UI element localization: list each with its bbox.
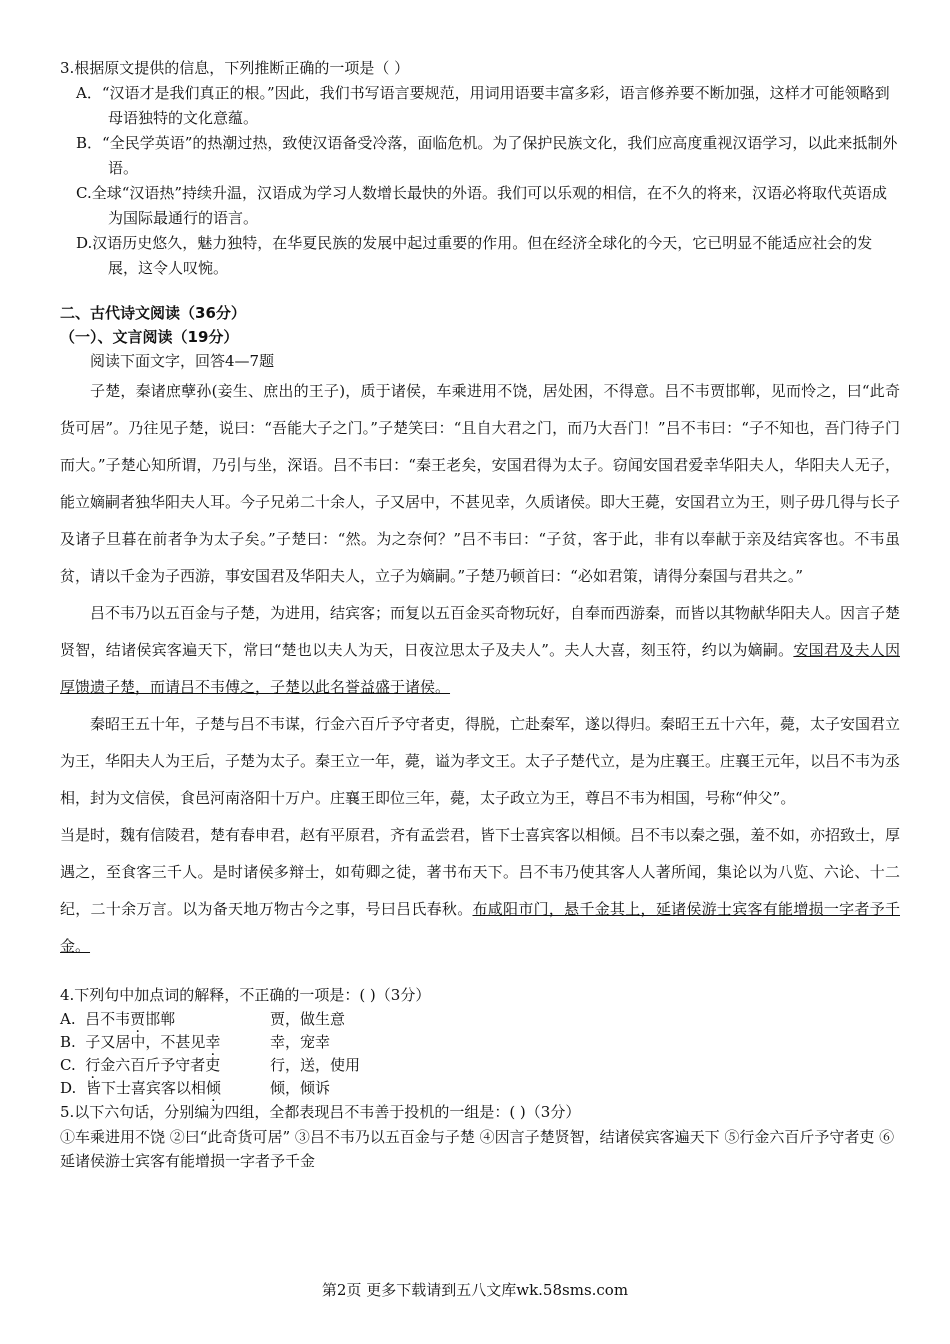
option-text: 吕不韦	[85, 1010, 131, 1028]
option-explanation: 行，送，使用	[270, 1056, 361, 1074]
question-4-stem: 4.下列句中加点词的解释，不正确的一项是：( )（3分）	[60, 986, 431, 1004]
section-2-heading: 二、古代诗文阅读（36分）	[60, 304, 246, 322]
option-text: 皆下士喜宾客以相	[85, 1079, 206, 1097]
question-5-items: ①车乘进用不饶 ②曰“此奇货可居” ③吕不韦乃以五百金与子楚 ④因言子楚贤智，结诸侯宾客遍天下 ⑤行金六百斤予守者吏 ⑥延诸侯游士宾客有能增损一字者予千金	[60, 1128, 895, 1170]
option-explanation: 贾，做生意	[270, 1010, 346, 1028]
question-4-option-a	[60, 1008, 900, 1031]
option-text: 金六百斤予守者吏	[100, 1056, 221, 1074]
option-label: D.	[60, 1079, 77, 1097]
underlined-sentence-1: 安国君及夫人因厚馈遗子楚，而请吕不韦傅之，子楚以此名誉益盛于诸侯。	[60, 641, 900, 696]
passage-paragraph-2	[60, 595, 900, 706]
passage-paragraph-2-text: 吕不韦乃以五百金与子楚，为进用，结宾客；而复以五百金买奇物玩好，自奉而西游秦，而皆以其物献华阳夫人。因言子楚贤智，结诸侯宾客遍天下，常曰“楚也以夫人为天，日夜泣思太子及夫人”。夫人大喜，刻玉符，约以为嫡嗣。	[60, 604, 901, 659]
option-label: B.	[60, 1033, 76, 1051]
question-3-stem: 3.根据原文提供的信息，下列推断正确的一项是（ ）	[60, 59, 410, 77]
option-explanation: 幸，宠幸	[270, 1033, 331, 1051]
option-text: 邯郸	[145, 1010, 176, 1028]
page-footer: 第2页 更多下载请到五八文库wk.58sms.com	[321, 1281, 629, 1299]
question-5-stem: 5.以下六句话，分别编为四组，全都表现吕不韦善于投机的一组是：( )（3分）	[60, 1103, 581, 1121]
question-4-option-b	[60, 1031, 900, 1054]
question-3-option-d: D.汉语历史悠久，魅力独特，在华夏民族的发展中起过重要的作用。但在经济全球化的今天，它已明显不能适应社会的发展，这令人叹惋。	[76, 234, 873, 277]
question-3-option-b: B．“全民学英语”的热潮过热，致使汉语备受冷落，面临危机。为了保护民族文化，我们应高度重视汉语学习，以此来抵制外语。	[76, 134, 898, 177]
passage-paragraph-4	[60, 817, 900, 965]
subsection-heading: （一）、文言阅读（19分）	[60, 328, 239, 346]
dotted-word: 贾	[130, 1010, 146, 1028]
passage-paragraph-1: 子楚，秦诸庶孽孙(妾生、庶出的王子)，质于诸侯，车乘进用不饶，居处困，不得意。吕不韦贾邯郸，见而怜之，曰“此奇货可居”。乃往见子楚，说曰：“吾能大子之门。”子楚笑曰：“且自大君之门，而乃大吾门！”吕不韦曰：“子不知也，吾门待子门而大。”子楚心知所谓，乃引与坐，深语。吕不韦曰：“秦王老矣，安国君得为太子。窃闻安国君爱幸华阳夫人，华阳夫人无子，能立嫡嗣者独华阳夫人耳。今子兄弟二十余人，子又居中，不甚见幸，久质诸侯。即大王薨，安国君立为王，则子毋几得与长子及诸子旦暮在前者争为太子矣。”子楚曰：“然。为之奈何？”吕不韦曰：“子贫，客于此，非有以奉献于亲及结宾客也。不韦虽贫，请以千金为子西游，事安国君及华阳夫人，立子为嫡嗣。”子楚乃顿首曰：“必如君策，请得分秦国与君共之。”	[60, 382, 901, 585]
passage-paragraph-3: 秦昭王五十年，子楚与吕不韦谋，行金六百斤予守者吏，得脱，亡赴秦军，遂以得归。秦昭王五十六年，薨，太子安国君立为王，华阳夫人为王后，子楚为太子。秦王立一年，薨，谥为孝文王。太子子楚代立，是为庄襄王。庄襄王元年，以吕不韦为丞相，封为文信侯，食邑河南洛阳十万户。庄襄王即位三年，薨，太子政立为王，尊吕不韦为相国，号称“仲父”。	[60, 715, 901, 807]
reading-instruction: 阅读下面文字，回答4—7题	[90, 352, 275, 370]
question-4-option-d	[60, 1077, 900, 1100]
dotted-word: 行	[85, 1056, 101, 1074]
document-page	[60, 56, 900, 1173]
question-3-option-c: C.全球“汉语热”持续升温，汉语成为学习人数增长最快的外语。我们可以乐观的相信，在不久的将来，汉语必将取代英语成为国际最通行的语言。	[76, 184, 888, 227]
option-label: C.	[60, 1056, 76, 1074]
dotted-word: 幸	[205, 1033, 221, 1051]
underlined-sentence-2: 布咸阳市门，悬千金其上，延诸侯游士宾客有能增损一字者予千金。	[60, 900, 900, 955]
option-label: A.	[60, 1010, 76, 1028]
option-text: 子又居中，不甚见	[85, 1033, 206, 1051]
question-4-option-c	[60, 1054, 900, 1077]
option-explanation: 倾，倾诉	[270, 1079, 331, 1097]
dotted-word: 倾	[205, 1079, 221, 1097]
question-3-option-a: A．“汉语才是我们真正的根。”因此，我们书写语言要规范，用词用语要丰富多彩，语言修养要不断加强，这样才可能领略到母语独特的文化意蕴。	[76, 84, 890, 127]
passage-paragraph-4-text: 当是时，魏有信陵君，楚有春申君，赵有平原君，齐有孟尝君，皆下士喜宾客以相倾。吕不韦以秦之强，羞不如，亦招致士，厚遇之，至食客三千人。是时诸侯多辩士，如荀卿之徒，著书布天下。吕不韦乃使其客人人著所闻，集论以为八览、六论、十二纪，二十余万言。以为备天地万物古今之事，号曰吕氏春秋。	[60, 826, 901, 918]
